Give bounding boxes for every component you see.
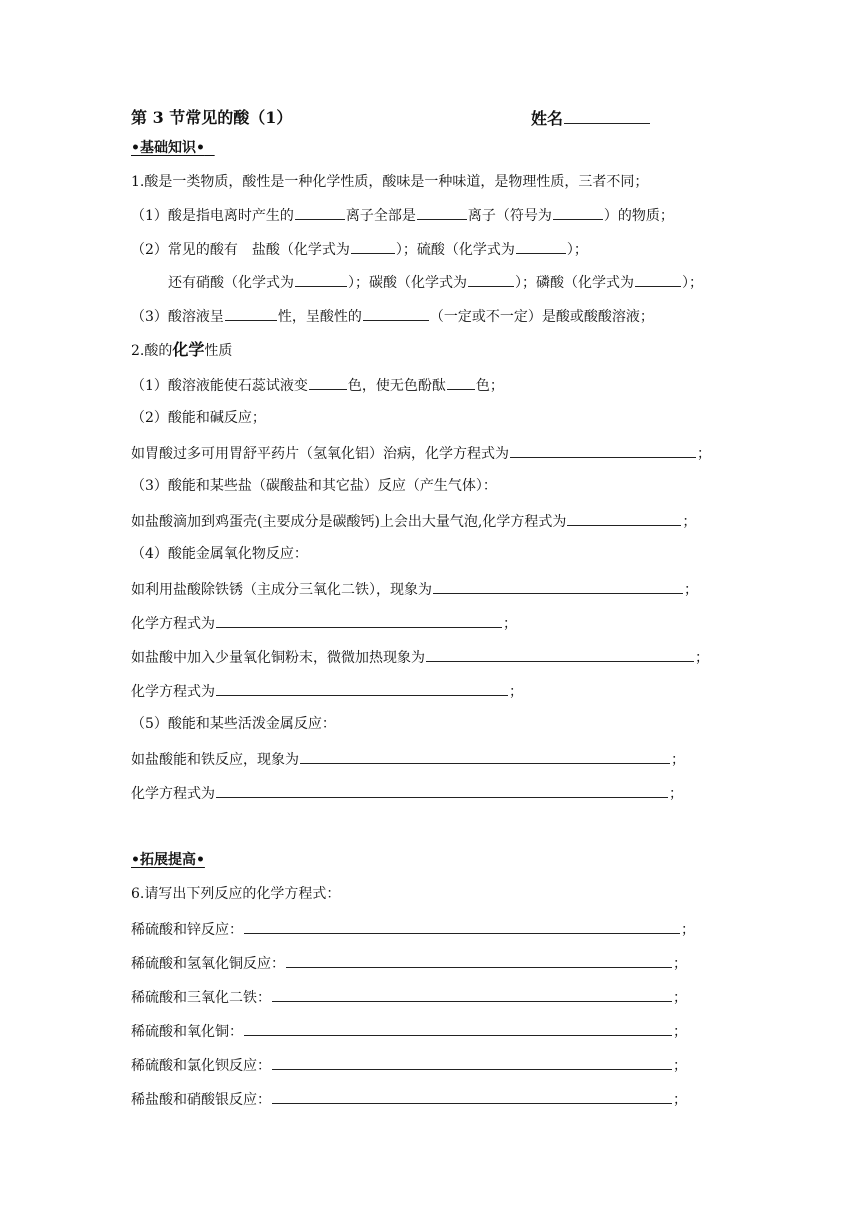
name-label: 姓名: [531, 109, 564, 128]
text: 6.请写出下列反应的化学方程式：: [131, 886, 341, 902]
text: ；: [681, 922, 695, 938]
item-2-5: [131, 714, 800, 734]
text: 还有硝酸（化学式为: [168, 275, 294, 291]
reaction-label: 稀盐酸和硝酸银反应：: [131, 1092, 271, 1108]
text: 性，呈酸性的: [277, 309, 362, 325]
blank-equation[interactable]: [272, 1088, 672, 1104]
text: ）；磷酸（化学式为: [515, 275, 634, 291]
header-row: [131, 108, 800, 128]
blank-equation[interactable]: [244, 1020, 672, 1036]
text: 离子全部是: [345, 208, 416, 224]
blank-h2co3[interactable]: [468, 271, 514, 287]
blank-h3po4[interactable]: [635, 271, 681, 287]
question-6: [131, 884, 800, 904]
reaction-row: [131, 986, 800, 1008]
blank-equation[interactable]: [244, 918, 680, 934]
reaction-row: [131, 1020, 800, 1042]
text: （3）酸溶液呈: [131, 309, 224, 325]
text: ）；: [682, 275, 703, 291]
item-2-4c: [131, 646, 800, 668]
text: 化学方程式为: [131, 684, 215, 700]
item-2-3a: [131, 510, 800, 532]
reaction-label: 稀硫酸和三氧化二铁：: [131, 990, 271, 1006]
reaction-row: [131, 918, 800, 940]
text: ；: [673, 956, 687, 972]
text: 化学方程式为: [131, 786, 215, 802]
blank-acidic[interactable]: [225, 305, 277, 321]
text: 2.酸的: [131, 343, 173, 359]
item-2-4: [131, 544, 800, 564]
item-2-5a: [131, 748, 800, 770]
section-extension-tag: •拓展提高•: [131, 852, 205, 868]
name-field: [531, 108, 651, 129]
blank-equation[interactable]: [286, 952, 672, 968]
text: （5）酸能和某些活泼金属反应：: [131, 716, 336, 732]
blank-litmus[interactable]: [309, 374, 347, 390]
text: 如盐酸滴加到鸡蛋壳(主要成分是碳酸钙)上会出大量气泡,化学方程式为: [131, 514, 567, 530]
reaction-label: 稀硫酸和氯化钡反应：: [131, 1058, 271, 1074]
blank-ion[interactable]: [417, 204, 467, 220]
text: 如盐酸能和铁反应，现象为: [131, 752, 299, 768]
text: （2）酸能和碱反应；: [131, 410, 266, 426]
text: ）；硫酸（化学式为: [395, 242, 515, 258]
paragraph-2: [131, 340, 800, 361]
blank-certain[interactable]: [363, 305, 429, 321]
text: （1）酸溶液能使石蕊试液变: [131, 378, 308, 394]
text: （2）常见的酸有 盐酸（化学式为: [131, 242, 350, 258]
blank-phenol[interactable]: [447, 374, 475, 390]
item-2-2: [131, 408, 800, 428]
name-blank[interactable]: [564, 108, 650, 124]
text: ；: [695, 650, 709, 666]
reaction-label: 稀硫酸和氢氧化铜反应：: [131, 956, 285, 972]
item-2-4b: [131, 612, 800, 634]
blank-equation[interactable]: [510, 442, 696, 458]
item-2-5b: [131, 782, 800, 804]
blank-h2so4[interactable]: [516, 238, 566, 254]
paragraph-1-text: 1.酸是一类物质，酸性是一种化学性质，酸味是一种味道，是物理性质，三者不同；: [131, 174, 649, 190]
blank-hno3[interactable]: [295, 271, 347, 287]
blank-equation[interactable]: [216, 612, 502, 628]
reaction-row: [131, 952, 800, 974]
text: ）的物质；: [603, 208, 674, 224]
blank-symbol[interactable]: [553, 204, 603, 220]
item-2-4d: [131, 680, 800, 702]
item-1-3: [131, 305, 800, 327]
text: ；: [673, 1024, 687, 1040]
blank-equation[interactable]: [272, 1054, 672, 1070]
item-2-2a: [131, 442, 800, 464]
blank-equation[interactable]: [567, 510, 681, 526]
section-extension-header: [131, 850, 800, 870]
reaction-row: [131, 1088, 800, 1110]
item-2-1: [131, 374, 800, 396]
text: 化学方程式为: [131, 616, 215, 632]
text: ；: [684, 582, 698, 598]
blank-equation[interactable]: [272, 986, 672, 1002]
text: ；: [669, 786, 683, 802]
text: ；: [673, 990, 687, 1006]
blank-equation[interactable]: [216, 782, 668, 798]
blank-equation[interactable]: [216, 680, 508, 696]
text: ）；: [566, 242, 588, 258]
text: （1）酸是指电离时产生的: [131, 208, 294, 224]
item-2-4a: [131, 578, 800, 600]
blank-phenomenon[interactable]: [433, 578, 683, 594]
text: 色，使无色酚酞: [347, 378, 446, 394]
blank-phenomenon[interactable]: [426, 646, 694, 662]
text: ；: [673, 1058, 687, 1074]
text: （4）酸能金属氧化物反应：: [131, 546, 308, 562]
text: 离子（符号为: [467, 208, 552, 224]
text: 如盐酸中加入少量氧化铜粉末，微微加热现象为: [131, 650, 425, 666]
item-2-3: [131, 476, 800, 496]
text: 色；: [475, 378, 504, 394]
blank-cation[interactable]: [295, 204, 345, 220]
reaction-label: 稀硫酸和锌反应：: [131, 922, 243, 938]
emphasis-text: 化学: [172, 340, 205, 359]
text: （一定或不一定）是酸或酸酸溶液；: [429, 309, 654, 325]
item-1-2: [131, 238, 800, 260]
text: 性质: [204, 343, 233, 359]
section-basics-tag: •基础知识•: [131, 140, 205, 156]
text: ）；碳酸（化学式为: [348, 275, 467, 291]
text: 如利用盐酸除铁锈（主成分三氧化二铁），现象为: [131, 582, 432, 598]
blank-phenomenon[interactable]: [300, 748, 670, 764]
reaction-row: [131, 1054, 800, 1076]
text: ；: [697, 446, 711, 462]
text: ；: [682, 514, 697, 530]
text: ；: [509, 684, 523, 700]
page-title: 第 3 节常见的酸（1）: [131, 108, 293, 127]
text: ；: [503, 616, 517, 632]
text: ；: [673, 1092, 687, 1108]
item-1-2b: [168, 271, 800, 293]
blank-hcl[interactable]: [351, 238, 395, 254]
text: ；: [671, 752, 685, 768]
paragraph-1: [131, 172, 800, 192]
text: 如胃酸过多可用胃舒平药片（氢氧化铝）治病，化学方程式为: [131, 446, 509, 462]
section-basics-header: [131, 138, 800, 158]
text: （3）酸能和某些盐（碳酸盐和其它盐）反应（产生气体）：: [131, 478, 497, 494]
reaction-label: 稀硫酸和氧化铜：: [131, 1024, 243, 1040]
item-1-1: [131, 204, 800, 226]
